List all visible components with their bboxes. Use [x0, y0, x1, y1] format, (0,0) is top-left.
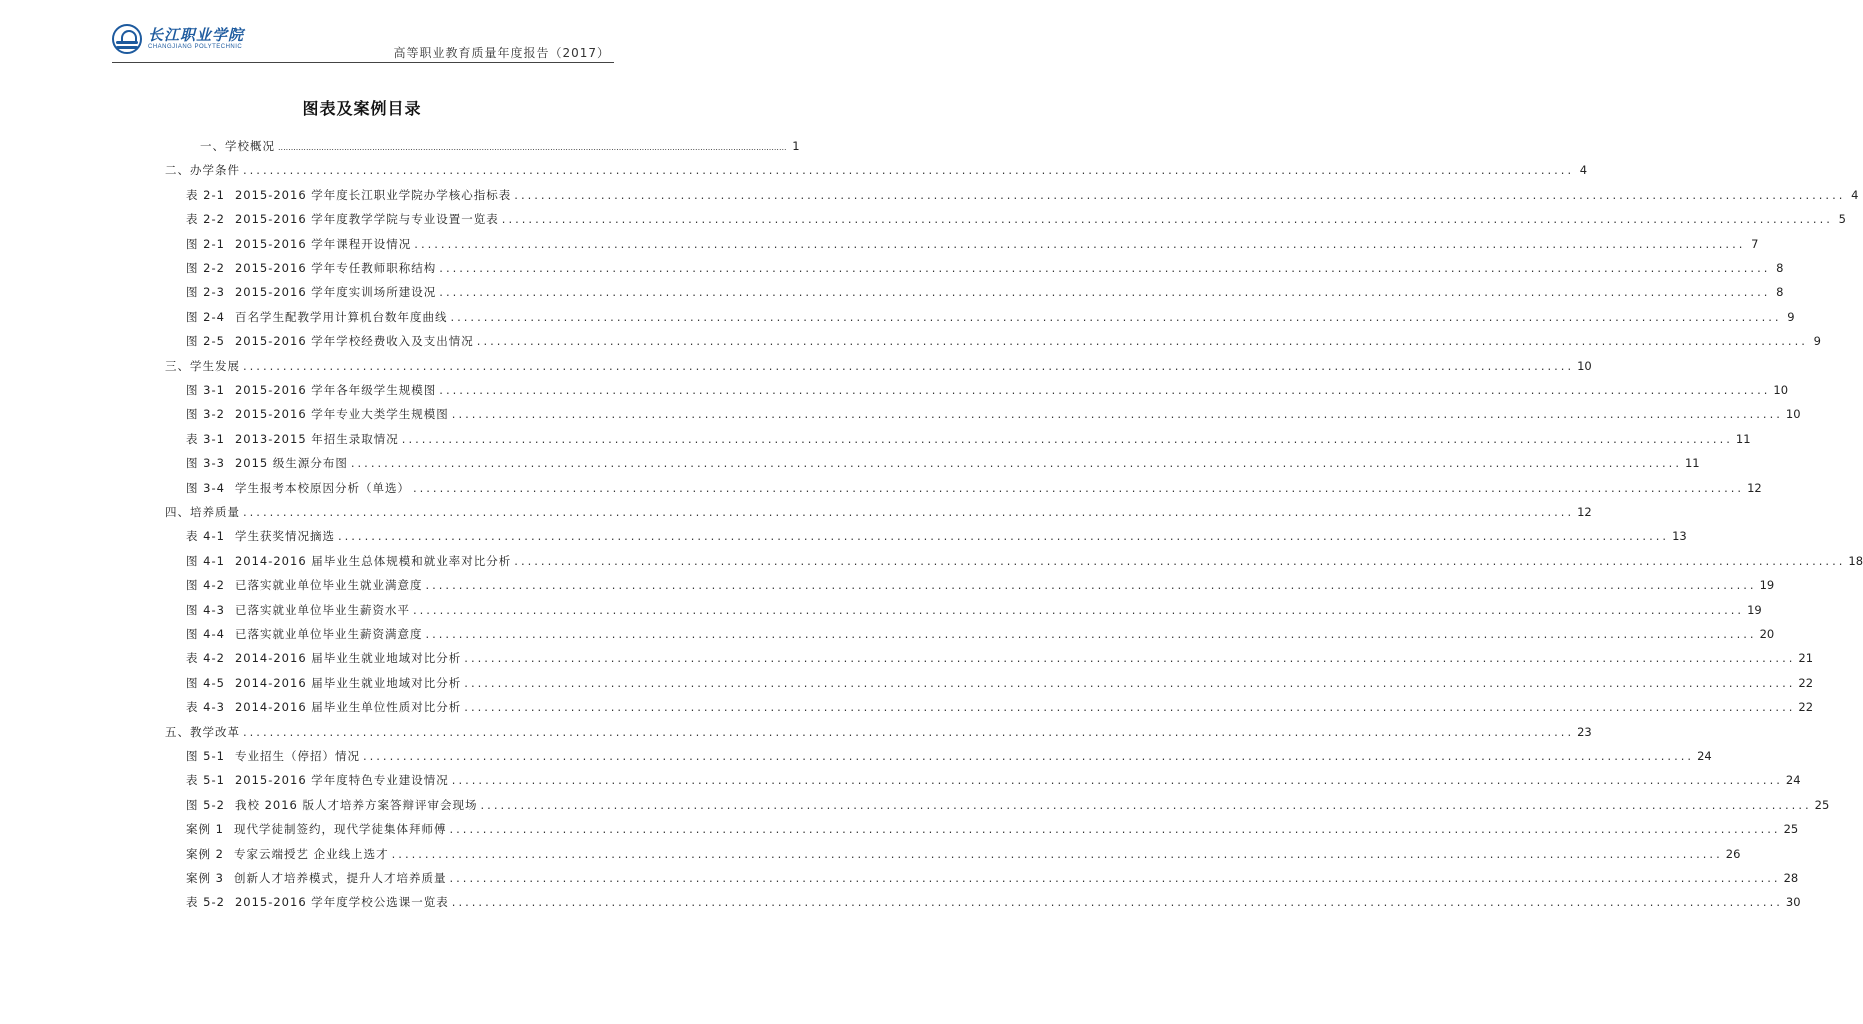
toc-dot-leader: ........................................................................................................................................................................................................ [350, 456, 1682, 471]
toc-item-title: 已落实就业单位毕业生薪资水平 [234, 602, 410, 617]
toc-item-title: 2014-2016 届毕业生就业地域对比分析 [234, 675, 462, 690]
toc-item-title: 五、教学改革 [165, 724, 240, 739]
toc-item-label: 图 3-1 [186, 383, 225, 397]
toc-item[interactable] [186, 602, 1762, 622]
toc-item-title: 2015-2016 学年课程开设情况 [234, 236, 412, 251]
toc-page-number: 19 [1747, 602, 1762, 617]
toc-dot-leader: ........................................................................................................................................................................................................ [337, 529, 1670, 544]
toc-dot-leader: ........................................................................................................................................................................................................ [439, 261, 1771, 275]
toc-item-label: 图 4-2 [186, 578, 225, 593]
toc-item-label: 图 2-2 [186, 261, 225, 275]
toc-item-title: 我校 2016 版人才培养方案答辩评审会现场 [234, 797, 478, 812]
toc-page-number: 18 [1848, 553, 1863, 568]
toc-item-title: 2015-2016 学年度长江职业学院办学核心指标表 [234, 187, 512, 202]
toc-item-title: 学生报考本校原因分析（单选） [234, 480, 410, 495]
toc-page-number: 25 [1783, 822, 1799, 837]
toc-item[interactable] [186, 797, 1830, 817]
toc-dot-leader: ........................................................................................................................................................................................................ [439, 285, 1771, 300]
toc-page-number: 10 [1577, 358, 1592, 373]
toc-item-label: 图 3-2 [186, 407, 225, 422]
toc-dot-leader: ........................................................................................................................................................................................................ [449, 822, 1781, 837]
toc-item[interactable] [186, 333, 1821, 353]
toc-dot-leader: ........................................................................................................................................................................................................ [391, 846, 1723, 861]
toc-item[interactable] [186, 406, 1801, 426]
toc-page-number: 25 [1814, 797, 1830, 812]
toc-item[interactable] [186, 577, 1775, 597]
toc-page-number: 10 [1773, 383, 1789, 397]
report-title: 高等职业教育质量年度报告（2017） [393, 46, 610, 60]
toc-item-title: 2015-2016 学年度实训场所建设况 [234, 285, 437, 300]
toc-item-title: 创新人才培养模式，提升人才培养质量 [233, 871, 447, 885]
toc-item-title: 2015 级生源分布图 [234, 456, 348, 471]
toc-dot-leader: ........................................................................................................................................................................................................ [362, 749, 1695, 763]
toc-item[interactable] [186, 284, 1784, 304]
toc-item-title: 专家云端授艺 企业线上选才 [233, 846, 389, 861]
toc-item-label: 案例 1 [186, 822, 224, 837]
toc-dot-leader: ........................................................................................................................................................................................................ [412, 480, 1745, 495]
toc-dot-leader: ........................................................................................................................................................................................................ [450, 309, 1782, 324]
toc-page-number: 23 [1577, 724, 1592, 739]
toc-dot-leader: ........................................................................................................................................................................................................ [464, 651, 1796, 666]
toc-item-label: 案例 2 [186, 846, 224, 861]
toc-item[interactable] [186, 553, 1863, 573]
toc-item-label: 表 2-2 [186, 212, 225, 227]
toc-item-title: 已落实就业单位毕业生就业满意度 [234, 578, 423, 593]
toc-page-number: 12 [1577, 505, 1592, 519]
toc-item[interactable] [186, 772, 1801, 792]
toc-page-number: 4 [1579, 163, 1588, 178]
toc-item-title: 2014-2016 届毕业生就业地域对比分析 [234, 651, 462, 666]
toc-item-title: 2015-2016 学年专任教师职称结构 [234, 261, 437, 275]
toc-dot-leader: ........................................................................................................................................................................................................ [243, 358, 1575, 373]
toc-item[interactable] [186, 699, 1814, 719]
toc-item-title: 2013-2015 年招生录取情况 [234, 431, 399, 446]
toc-item-title: 专业招生（停招）情况 [234, 749, 360, 763]
toc-dot-leader: ........................................................................................................................................................................................................ [278, 143, 787, 152]
toc-dot-leader: ........................................................................................................................................................................................................ [243, 505, 1575, 519]
toc-section[interactable] [165, 162, 1588, 182]
toc-item[interactable] [186, 480, 1762, 500]
toc-page-number: 21 [1798, 651, 1814, 666]
toc-item-label: 图 4-4 [186, 627, 225, 641]
toc-item[interactable] [186, 382, 1789, 402]
page-title: 图表及案例目录 [302, 99, 422, 118]
toc-page-number: 12 [1747, 480, 1762, 495]
toc-dot-leader: ........................................................................................................................................................................................................ [451, 895, 1783, 910]
toc-page-number: 10 [1785, 407, 1801, 422]
toc-item-label: 表 5-1 [186, 773, 225, 788]
toc-section[interactable] [200, 138, 800, 158]
toc-item-label: 表 2-1 [186, 187, 225, 202]
toc-item-label: 表 4-3 [186, 700, 225, 715]
toc-item-label: 图 2-5 [186, 334, 225, 349]
toc-item-title: 学生获奖情况摘选 [234, 529, 335, 544]
toc-item-title: 2015-2016 学年各年级学生规模图 [234, 383, 437, 397]
header-rule [112, 62, 614, 63]
toc-item-title: 2015-2016 学年学校经费收入及支出情况 [234, 334, 474, 349]
toc-section[interactable] [165, 504, 1592, 524]
toc-item[interactable] [186, 748, 1712, 768]
toc-page-number: 9 [1787, 309, 1795, 324]
toc-item-label: 表 3-1 [186, 431, 225, 446]
logo-english-name: CHANGJIANG POLYTECHNIC [148, 44, 243, 50]
toc-item-label: 表 4-2 [186, 651, 225, 666]
toc-page-number: 7 [1751, 236, 1759, 251]
toc-item[interactable] [186, 846, 1741, 866]
logo-chinese-name: 长江职业学院 [148, 26, 245, 44]
toc-dot-leader: ........................................................................................................................................................................................................ [514, 553, 1846, 568]
toc-item-title: 三、学生发展 [165, 358, 240, 373]
toc-dot-leader: ........................................................................................................................................................................................................ [451, 407, 1783, 422]
toc-dot-leader: ........................................................................................................................................................................................................ [425, 578, 1757, 593]
toc-dot-leader: ........................................................................................................................................................................................................ [476, 334, 1808, 349]
toc-item[interactable] [186, 821, 1799, 841]
college-logo [112, 24, 244, 54]
toc-page-number: 20 [1759, 627, 1775, 641]
toc-item-title: 2015-2016 学年度教学学院与专业设置一览表 [234, 212, 499, 227]
page-header [0, 0, 724, 64]
toc-item-label: 图 3-3 [186, 456, 225, 471]
toc-item-label: 图 2-4 [186, 309, 225, 324]
toc-page-number: 19 [1759, 578, 1775, 593]
toc-item[interactable] [186, 626, 1775, 646]
toc-item[interactable] [186, 211, 1846, 231]
toc-item-title: 已落实就业单位毕业生薪资满意度 [234, 627, 423, 641]
toc-item[interactable] [186, 894, 1801, 914]
toc-section[interactable] [165, 724, 1592, 744]
toc-item-title: 二、办学条件 [165, 163, 240, 178]
toc-item-title: 2015-2016 学年度特色专业建设情况 [234, 773, 449, 788]
toc-item[interactable] [186, 187, 1859, 207]
toc-item-label: 图 4-1 [186, 553, 225, 568]
toc-page-number: 26 [1725, 846, 1741, 861]
toc-item-label: 图 5-1 [186, 749, 225, 763]
toc-item[interactable] [186, 260, 1784, 280]
toc-page-number: 4 [1851, 187, 1859, 202]
toc-dot-leader: ........................................................................................................................................................................................................ [439, 383, 1771, 397]
college-emblem-icon [112, 24, 142, 54]
toc-dot-leader: ........................................................................................................................................................................................................ [464, 700, 1796, 715]
toc-item-label: 图 3-4 [186, 480, 225, 495]
toc-item-label: 图 4-5 [186, 675, 225, 690]
toc-item-label: 表 5-2 [186, 895, 225, 910]
toc-item[interactable] [186, 650, 1814, 670]
toc-page-number: 22 [1798, 700, 1814, 715]
toc-item-label: 案例 3 [186, 871, 224, 885]
toc-dot-leader: ........................................................................................................................................................................................................ [243, 724, 1575, 739]
toc-item-label: 表 4-1 [186, 529, 225, 544]
toc-item[interactable] [186, 675, 1814, 695]
toc-dot-leader: ........................................................................................................................................................................................................ [412, 602, 1745, 617]
toc-dot-leader: ........................................................................................................................................................................................................ [451, 773, 1783, 788]
toc-item[interactable] [186, 870, 1799, 890]
toc-dot-leader: ........................................................................................................................................................................................................ [414, 236, 1746, 251]
toc-page-number: 1 [792, 139, 800, 153]
toc-page-number: 24 [1785, 773, 1801, 788]
toc-item-title: 2014-2016 届毕业生总体规模和就业率对比分析 [234, 553, 512, 568]
toc-item-title: 百名学生配教学用计算机台数年度曲线 [234, 309, 448, 324]
toc-item-title: 四、培养质量 [165, 505, 240, 519]
toc-page-number: 30 [1785, 895, 1801, 910]
toc-dot-leader: ........................................................................................................................................................................................................ [501, 212, 1833, 227]
toc-dot-leader: ........................................................................................................................................................................................................ [401, 431, 1733, 446]
toc-item-title: 2014-2016 届毕业生单位性质对比分析 [234, 700, 462, 715]
toc-dot-leader: ........................................................................................................................................................................................................ [449, 871, 1781, 885]
toc-item[interactable] [186, 455, 1700, 475]
toc-page-number: 28 [1783, 871, 1799, 885]
toc-page-number: 8 [1776, 285, 1784, 300]
toc-dot-leader: ........................................................................................................................................................................................................ [514, 187, 1846, 202]
toc-page-number: 5 [1838, 212, 1846, 227]
toc-item[interactable] [186, 431, 1751, 451]
toc-item[interactable] [186, 528, 1687, 548]
toc-page-number: 9 [1813, 334, 1821, 349]
toc-page-number: 24 [1697, 749, 1712, 763]
toc-item-label: 图 5-2 [186, 797, 225, 812]
toc-item-label: 图 2-1 [186, 236, 225, 251]
toc-page-number: 11 [1735, 431, 1751, 446]
toc-item[interactable] [186, 236, 1759, 256]
toc-dot-leader: ........................................................................................................................................................................................................ [243, 163, 1575, 178]
toc-page-number: 22 [1798, 675, 1814, 690]
toc-dot-leader: ........................................................................................................................................................................................................ [425, 627, 1757, 641]
toc-dot-leader: ........................................................................................................................................................................................................ [464, 675, 1796, 690]
toc-item-title: 一、学校概况 [200, 139, 275, 153]
toc-item-title: 2015-2016 学年专业大类学生规模图 [234, 407, 449, 422]
toc-page-number: 11 [1684, 456, 1700, 471]
toc-item[interactable] [186, 309, 1795, 329]
toc-item-label: 图 2-3 [186, 285, 225, 300]
toc-dot-leader: ........................................................................................................................................................................................................ [480, 797, 1812, 812]
toc-section[interactable] [165, 358, 1592, 378]
toc-page-number: 13 [1672, 529, 1687, 544]
toc-item-title: 现代学徒制签约，现代学徒集体拜师傅 [233, 822, 447, 837]
toc-item-title: 2015-2016 学年度学校公选课一览表 [234, 895, 449, 910]
toc-item-label: 图 4-3 [186, 602, 225, 617]
toc-page-number: 8 [1776, 261, 1784, 275]
